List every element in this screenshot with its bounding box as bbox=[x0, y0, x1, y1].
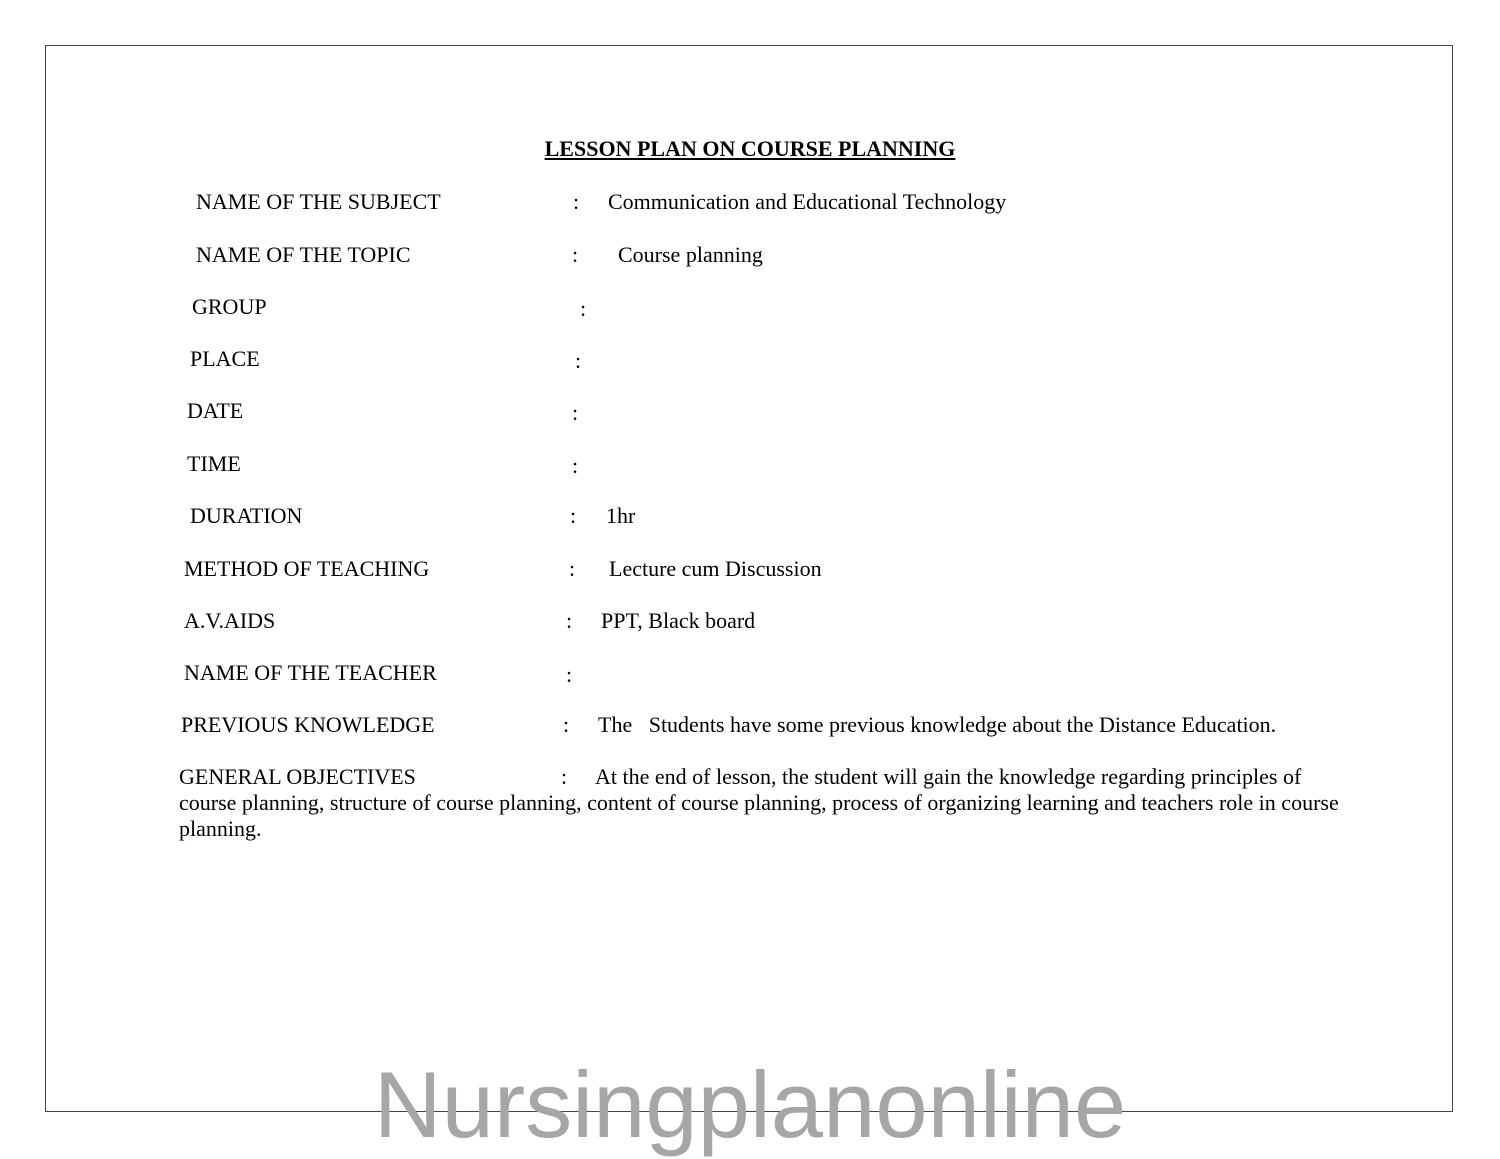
field-value-previous-knowledge: The Students have some previous knowledge about the Distance Education. bbox=[598, 712, 1277, 737]
field-colon: : bbox=[566, 608, 573, 633]
field-value-subject: Communication and Educational Technology bbox=[608, 189, 1007, 214]
field-value-av-aids: PPT, Black board bbox=[601, 608, 756, 633]
field-colon: : bbox=[572, 242, 579, 267]
field-colon: : bbox=[572, 400, 579, 425]
field-label-subject: NAME OF THE SUBJECT bbox=[196, 189, 441, 214]
field-label-duration: DURATION bbox=[190, 503, 303, 528]
field-label-teacher: NAME OF THE TEACHER bbox=[184, 660, 437, 685]
field-label-method: METHOD OF TEACHING bbox=[184, 556, 430, 581]
general-objectives-label: GENERAL OBJECTIVES bbox=[179, 764, 416, 789]
general-objectives bbox=[179, 764, 1349, 842]
field-label-group: GROUP bbox=[192, 294, 267, 319]
field-colon: : bbox=[570, 503, 577, 528]
field-label-time: TIME bbox=[187, 451, 241, 476]
field-label-place: PLACE bbox=[190, 346, 260, 371]
field-value-topic: Course planning bbox=[618, 242, 763, 267]
field-colon: : bbox=[573, 189, 580, 214]
field-colon: : bbox=[580, 296, 587, 321]
document-title: LESSON PLAN ON COURSE PLANNING bbox=[544, 136, 956, 161]
field-value-duration: 1hr bbox=[606, 503, 636, 528]
field-colon: : bbox=[561, 764, 568, 789]
field-value-method: Lecture cum Discussion bbox=[609, 556, 822, 581]
field-colon: : bbox=[563, 712, 570, 737]
field-label-previous-knowledge: PREVIOUS KNOWLEDGE bbox=[181, 712, 435, 737]
general-objectives-text: At the end of lesson, the student will gain the knowledge regarding principles of course planning, structure of course planning, content of course planning, process of organizing learning and teachers role in course planning. bbox=[179, 764, 1339, 841]
field-label-date: DATE bbox=[187, 398, 244, 423]
field-colon: : bbox=[566, 662, 573, 687]
watermark: Nursingplanonline bbox=[373, 1052, 1127, 1157]
field-colon: : bbox=[569, 556, 576, 581]
field-label-topic: NAME OF THE TOPIC bbox=[196, 242, 411, 267]
field-label-av-aids: A.V.AIDS bbox=[184, 608, 276, 633]
field-colon: : bbox=[575, 348, 582, 373]
field-colon: : bbox=[572, 453, 579, 478]
